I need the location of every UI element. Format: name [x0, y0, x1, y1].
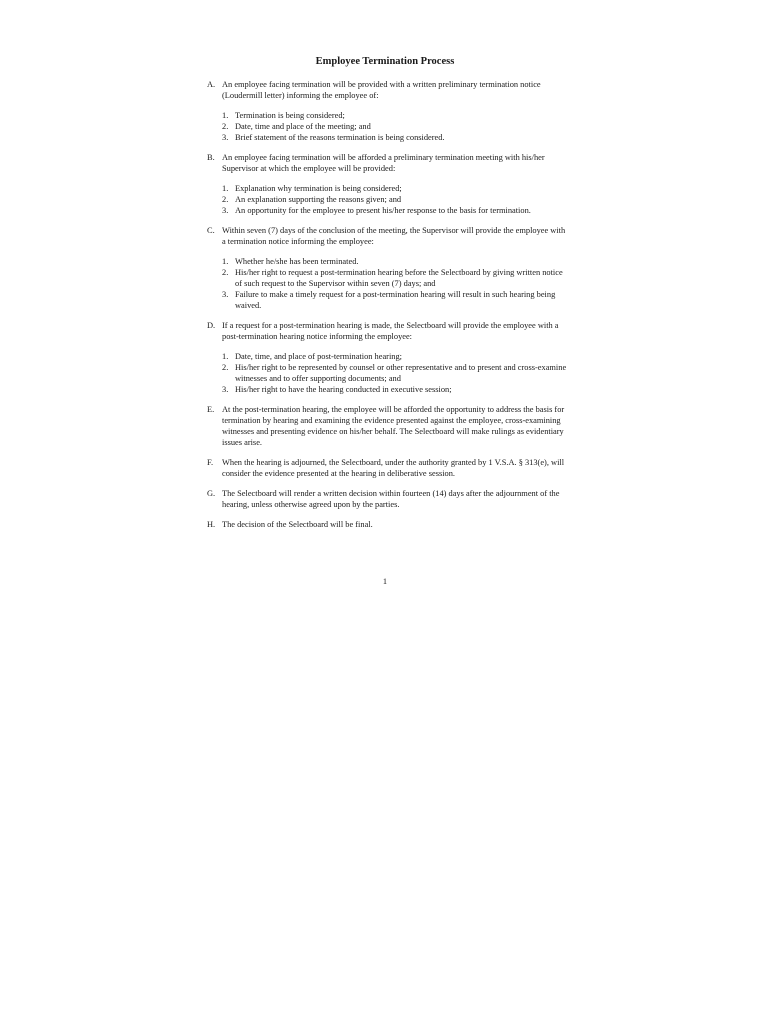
list-item — [222, 121, 567, 132]
list-item-text: An opportunity for the employee to present his/her response to the basis for termination. — [235, 206, 531, 215]
section-f — [207, 457, 567, 479]
list-item-number: 3. — [222, 206, 229, 215]
list-item — [222, 267, 567, 289]
list-item-text: His/her right to have the hearing conducted in executive session; — [235, 385, 452, 394]
section-g — [207, 488, 567, 510]
list-item — [222, 362, 567, 384]
section-c — [207, 225, 567, 311]
list-item — [222, 256, 567, 267]
list-item-number: 1. — [222, 111, 229, 120]
section-list — [222, 110, 567, 143]
list-item-text: Termination is being considered; — [235, 111, 345, 120]
section-list — [222, 183, 567, 216]
list-item-text: An explanation supporting the reasons given; and — [235, 195, 402, 204]
section-letter: F. — [207, 458, 214, 467]
list-item-text: Brief statement of the reasons termination is being considered. — [235, 133, 445, 142]
list-item — [222, 194, 567, 205]
section-letter: H. — [207, 520, 216, 529]
list-item — [222, 205, 567, 216]
section-text: If a request for a post-termination hearing is made, the Selectboard will provide the employee with a post-termination hearing notice informing the employee: — [222, 321, 559, 341]
section-letter: A. — [207, 80, 216, 89]
list-item — [222, 289, 567, 311]
list-item-number: 2. — [222, 268, 229, 277]
list-item-number: 3. — [222, 385, 229, 394]
list-item — [222, 110, 567, 121]
list-item-number: 1. — [222, 352, 229, 361]
list-item — [222, 351, 567, 362]
section-letter: E. — [207, 405, 215, 414]
list-item — [222, 132, 567, 143]
section-text: An employee facing termination will be afforded a preliminary termination meeting with his/her Supervisor at which the employee will be provided: — [222, 153, 545, 173]
list-item-text: Date, time, and place of post-termination hearing; — [235, 352, 402, 361]
list-item-number: 3. — [222, 133, 229, 142]
section-text: When the hearing is adjourned, the Selectboard, under the authority granted by 1 V.S.A. § 313(e), will consider the evidence presented at the hearing in deliberative session. — [222, 458, 565, 478]
section-text: Within seven (7) days of the conclusion of the meeting, the Supervisor will provide the employee with a termination notice informing the employee: — [222, 226, 566, 246]
list-item-text: His/her right to request a post-termination hearing before the Selectboard by giving written notice of such request to the Supervisor within seven (7) days; and — [235, 268, 563, 288]
section-e — [207, 404, 567, 448]
section-list — [222, 256, 567, 311]
list-item-text: Failure to make a timely request for a post-termination hearing will result in such hearing being waived. — [235, 290, 556, 310]
list-item-number: 2. — [222, 195, 229, 204]
document-title: Employee Termination Process — [315, 56, 455, 67]
list-item — [222, 183, 567, 194]
list-item-text: Whether he/she has been terminated. — [235, 257, 359, 266]
list-item-number: 2. — [222, 122, 229, 131]
section-text: The decision of the Selectboard will be final. — [222, 520, 373, 529]
section-letter: D. — [207, 321, 216, 330]
page-number: 1 — [382, 577, 388, 586]
list-item-number: 3. — [222, 290, 229, 299]
section-h — [207, 519, 567, 530]
list-item-number: 1. — [222, 257, 229, 266]
list-item — [222, 384, 567, 395]
section-text: The Selectboard will render a written decision within fourteen (14) days after the adjournment of the hearing, unless otherwise agreed upon by the parties. — [222, 489, 560, 509]
list-item-number: 2. — [222, 363, 229, 372]
section-letter: C. — [207, 226, 215, 235]
section-d — [207, 320, 567, 395]
document-body — [207, 79, 567, 539]
section-list — [222, 351, 567, 395]
section-text: An employee facing termination will be provided with a written preliminary termination notice (Loudermill letter) informing the employee of: — [222, 80, 541, 100]
list-item-text: Date, time and place of the meeting; and — [235, 122, 371, 131]
section-letter: B. — [207, 153, 215, 162]
list-item-text: Explanation why termination is being considered; — [235, 184, 402, 193]
section-text: At the post-termination hearing, the employee will be afforded the opportunity to address the basis for termination by hearing and examining the evidence presented against the employee, cross-examining witnesses and presenting evidence on his/her behalf. The Selectboard will make rulings as evidentiary issues arise. — [222, 405, 565, 447]
section-b — [207, 152, 567, 216]
section-a — [207, 79, 567, 143]
list-item-text: His/her right to be represented by counsel or other representative and to present and cross-examine witnesses and to offer supporting documents; and — [235, 363, 567, 383]
section-letter: G. — [207, 489, 216, 498]
list-item-number: 1. — [222, 184, 229, 193]
